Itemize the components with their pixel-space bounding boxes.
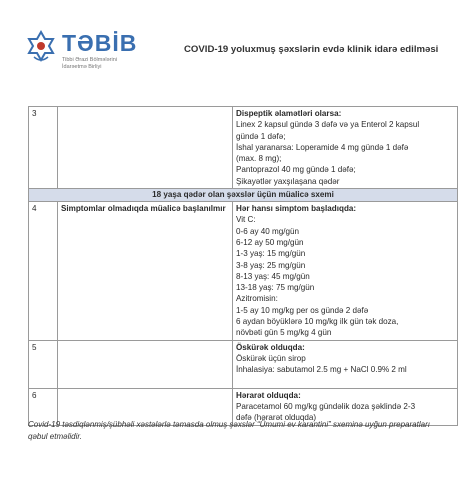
table-row: [29, 202, 458, 341]
cell-line: 13-18 yaş: 75 mg/gün: [236, 283, 315, 293]
document-title: COVID-19 yoluxmuş şəxslərin evdə klinik idarə edilməsi: [184, 44, 439, 55]
left-cell: [58, 340, 233, 388]
row-number: 6: [29, 388, 58, 425]
cell-line: 6 aydan böyüklərə 10 mg/kg ilk gün tək doza,: [236, 317, 399, 327]
cell-line: Şikayətlər yaxşılaşana qədər: [236, 176, 340, 186]
footnote: Covid-19 təsdiqlənmiş/şübhəli xəstələrlə təmasda olmuş şəxslər “Ümumi ev karantini” sxeminə uyğun preparatları qəbul etməlidir.: [28, 420, 430, 441]
cell-line: Azitromisin:: [236, 294, 278, 304]
row-number: 3: [29, 107, 58, 189]
cell-line: İshal yaranarsa: Loperamide 4 mg gündə 1 dəfə: [236, 142, 409, 152]
row-number: 5: [29, 340, 58, 388]
left-cell: [58, 107, 233, 189]
logo-text: TƏBİB: [62, 30, 138, 56]
left-cell: Simptomlar olmadıqda müalicə başlanılmır: [58, 202, 233, 341]
cell-line: gündə 1 dəfə;: [236, 131, 286, 141]
cell-line: Pantoprazol 40 mg gündə 1 dəfə;: [236, 165, 356, 175]
cell-heading: Dispeptik əlamətləri olarsa:: [236, 109, 342, 118]
row-number: 4: [29, 202, 58, 341]
cell-line: 1-5 ay 10 mg/kg per os gündə 2 dəfə: [236, 305, 369, 315]
right-cell: [233, 202, 458, 341]
cell-line: İnhalasiya: sabutamol 2.5 mg + NaCl 0.9% 2 ml: [236, 365, 407, 375]
section-header: [29, 189, 458, 202]
right-cell: [233, 107, 458, 189]
cell-heading: Hərarət olduqda:: [236, 390, 301, 400]
cell-heading: Öskürək olduqda:: [236, 342, 305, 352]
cell-line: Vit C:: [236, 215, 256, 225]
logo-subtitle: Tibbi Ərazi Bölmələrini İdarəetmə Birliyi: [62, 57, 117, 70]
table-row: [29, 340, 458, 388]
cell-line: 8-13 yaş: 45 mg/gün: [236, 271, 310, 281]
section-header-row: [29, 189, 458, 202]
cell-line: 0-6 ay 40 mg/gün: [236, 226, 299, 236]
cell-heading: Hər hansı simptom başladıqda:: [236, 204, 357, 214]
cell-line: Öskürək üçün sirop: [236, 353, 306, 363]
cell-line: dəfə (hərarət olduqda): [236, 413, 317, 423]
cell-line: 6-12 ay 50 mg/gün: [236, 237, 304, 247]
table-row: [29, 107, 458, 189]
cell-line: (max. 8 mg);: [236, 154, 282, 164]
cell-line: 1-3 yaş: 15 mg/gün: [236, 249, 306, 259]
cell-line: 3-8 yaş: 25 mg/gün: [236, 260, 306, 270]
page-header: [0, 0, 472, 92]
section-title: 18 yaşa qədər olan şəxslər üçün müalicə sxemi: [152, 190, 334, 200]
tebib-logo-icon: [24, 30, 58, 64]
right-cell: [233, 340, 458, 388]
cell-spacer: [236, 376, 454, 387]
cell-line: Paracetamol 60 mg/kg gündəlik doza şəklində 2-3: [236, 402, 416, 412]
treatment-table: [28, 106, 458, 426]
cell-line: növbəti gün 5 mg/kg 4 gün: [236, 328, 332, 338]
cell-line: Linex 2 kapsul gündə 3 dəfə və ya Enterol 2 kapsul: [236, 120, 420, 130]
